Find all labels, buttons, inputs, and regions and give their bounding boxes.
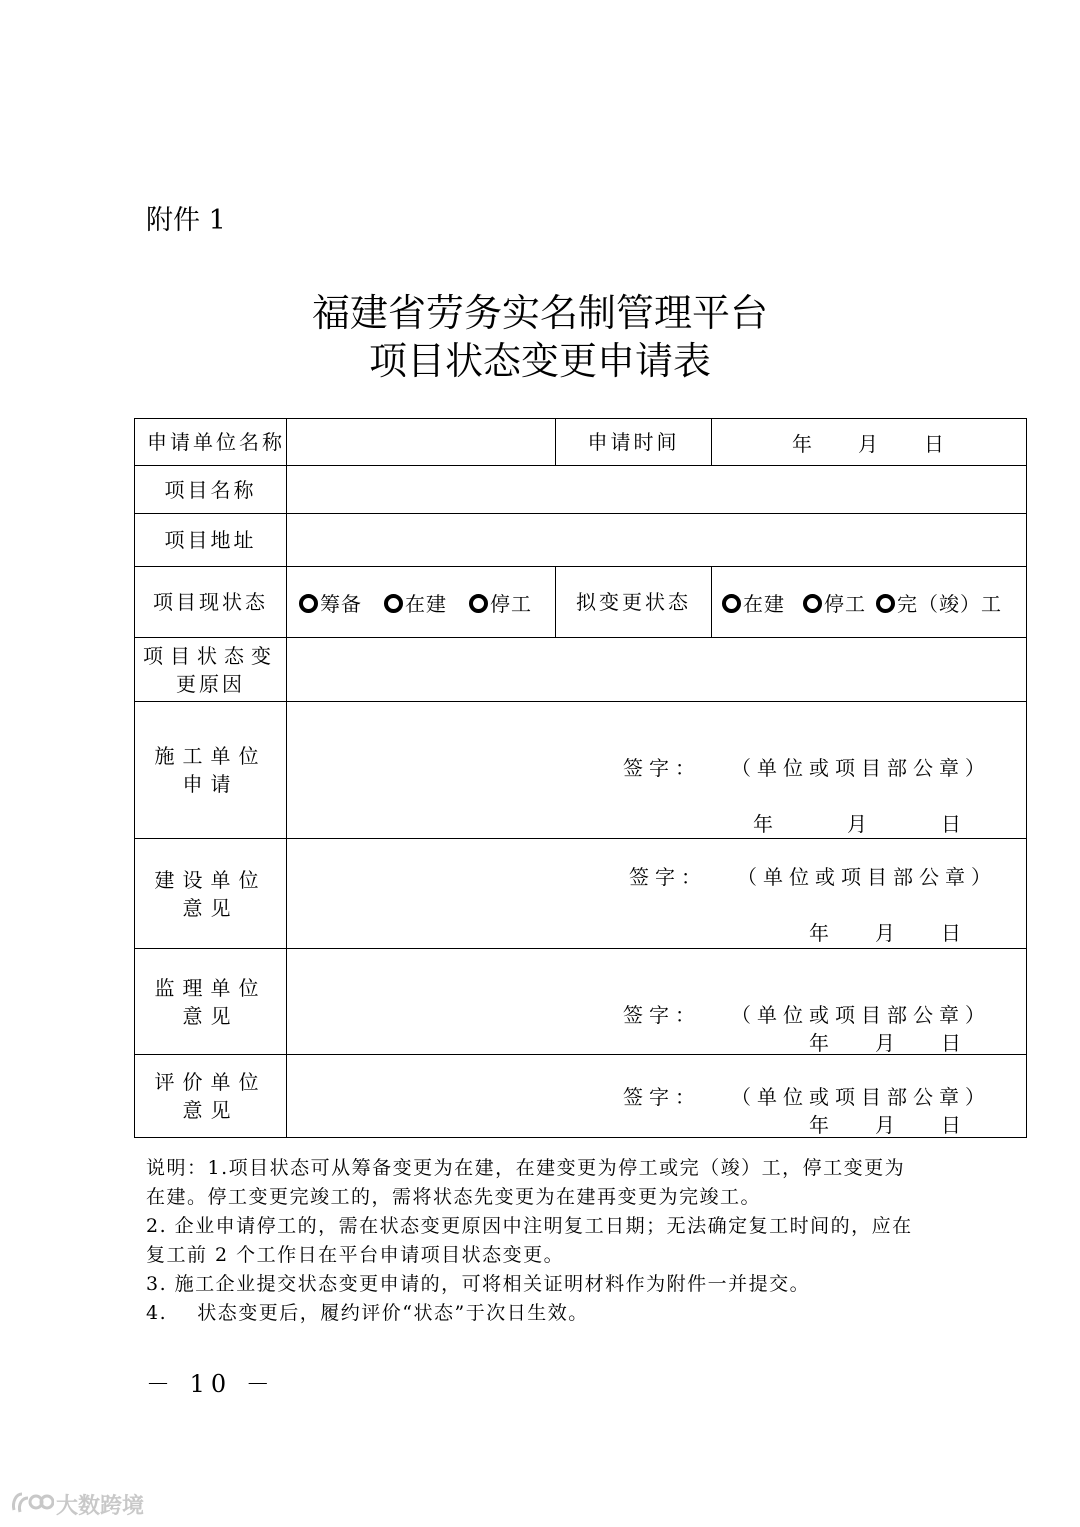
radio-icon [299,594,318,613]
note-line: 2. 企业申请停工的，需在状态变更原因中注明复工日期；无法确定复工时间的，应在 [146,1215,913,1237]
target-status-options [712,567,1027,638]
apply-date-field[interactable] [712,419,1027,466]
signature-date: 年 月 日 [809,1031,961,1055]
current-status-option[interactable]: 在建 [384,588,447,617]
date-day: 日 [924,431,946,456]
target-status-option[interactable]: 在建 [722,588,785,617]
seal-note: （单位或项目部公章） [747,865,997,889]
evaluator-label: 评价单位 意见 [135,1055,287,1138]
row-project-name [135,466,1027,514]
target-status-option[interactable]: 完（竣）工 [876,588,1002,617]
signature-date: 年 月 日 [809,921,961,945]
note-line: 说明：1.项目状态可从筹备变更为在建，在建变更为停工或完（竣）工，停工变更为 [146,1157,906,1179]
project-name-field[interactable] [287,466,1027,514]
note-line: 4. 状态变更后，履约评价“状态”于次日生效。 [146,1302,589,1324]
apply-time-label: 申请时间 [556,419,712,466]
current-status-option[interactable]: 筹备 [299,588,362,617]
watermark [10,1488,150,1518]
owner-label: 建设单位 意见 [135,839,287,949]
signature-label: 签字： [623,756,701,780]
signature-date: 年 月 日 [753,812,961,836]
row-project-address [135,514,1027,567]
note-line: 复工前 2 个工作日在平台申请项目状态变更。 [146,1244,565,1266]
target-status-label: 拟变更状态 [556,567,712,638]
row-owner [135,839,1027,949]
row-change-reason [135,638,1027,702]
document-title-line1: 福建省劳务实名制管理平台 [311,291,768,335]
note-line: 在建。停工变更完竣工的，需将状态先变更为在建再变更为完竣工。 [146,1186,762,1208]
watermark-logo-icon [10,1488,54,1516]
radio-icon [384,594,403,613]
supervisor-signature-field[interactable] [287,949,1027,1055]
change-reason-field[interactable] [287,638,1027,702]
signature-date: 年 月 日 [809,1113,961,1137]
seal-note: （单位或项目部公章） [741,1085,991,1109]
contractor-signature-field[interactable] [287,702,1027,839]
page-number: － 10 － [146,1370,276,1398]
radio-icon [469,594,488,613]
row-status [135,567,1027,638]
radio-icon [722,594,741,613]
date-year: 年 [792,431,814,456]
supervisor-label: 监理单位 意见 [135,949,287,1055]
signature-label: 签字： [623,1085,701,1109]
attachment-label: 附件 1 [146,205,226,236]
project-address-label: 项目地址 [135,514,287,567]
contractor-label: 施工单位 申请 [135,702,287,839]
signature-label: 签字： [629,865,707,889]
row-evaluator [135,1055,1027,1138]
target-status-option[interactable]: 停工 [803,588,866,617]
applicant-label: 申请单位名称 [135,419,287,466]
seal-note: （单位或项目部公章） [741,756,991,780]
application-form-table [134,418,1027,1138]
watermark-text: 大数跨境 [56,1494,145,1519]
note-line: 3. 施工企业提交状态变更申请的，可将相关证明材料作为附件一并提交。 [146,1273,811,1295]
signature-label: 签字： [623,1003,701,1027]
radio-icon [876,594,895,613]
project-name-label: 项目名称 [135,466,287,514]
current-status-option[interactable]: 停工 [469,588,532,617]
project-address-field[interactable] [287,514,1027,567]
row-applicant [135,419,1027,466]
evaluator-signature-field[interactable] [287,1055,1027,1138]
current-status-label: 项目现状态 [135,567,287,638]
row-supervisor [135,949,1027,1055]
radio-icon [803,594,822,613]
document-title-line2: 项目状态变更申请表 [368,339,711,383]
owner-signature-field[interactable] [287,839,1027,949]
applicant-field[interactable] [287,419,556,466]
date-month: 月 [858,431,880,456]
change-reason-label: 项目状态变 更原因 [135,638,287,702]
seal-note: （单位或项目部公章） [741,1003,991,1027]
row-contractor [135,702,1027,839]
current-status-options [287,567,556,638]
notes [146,1154,966,1328]
